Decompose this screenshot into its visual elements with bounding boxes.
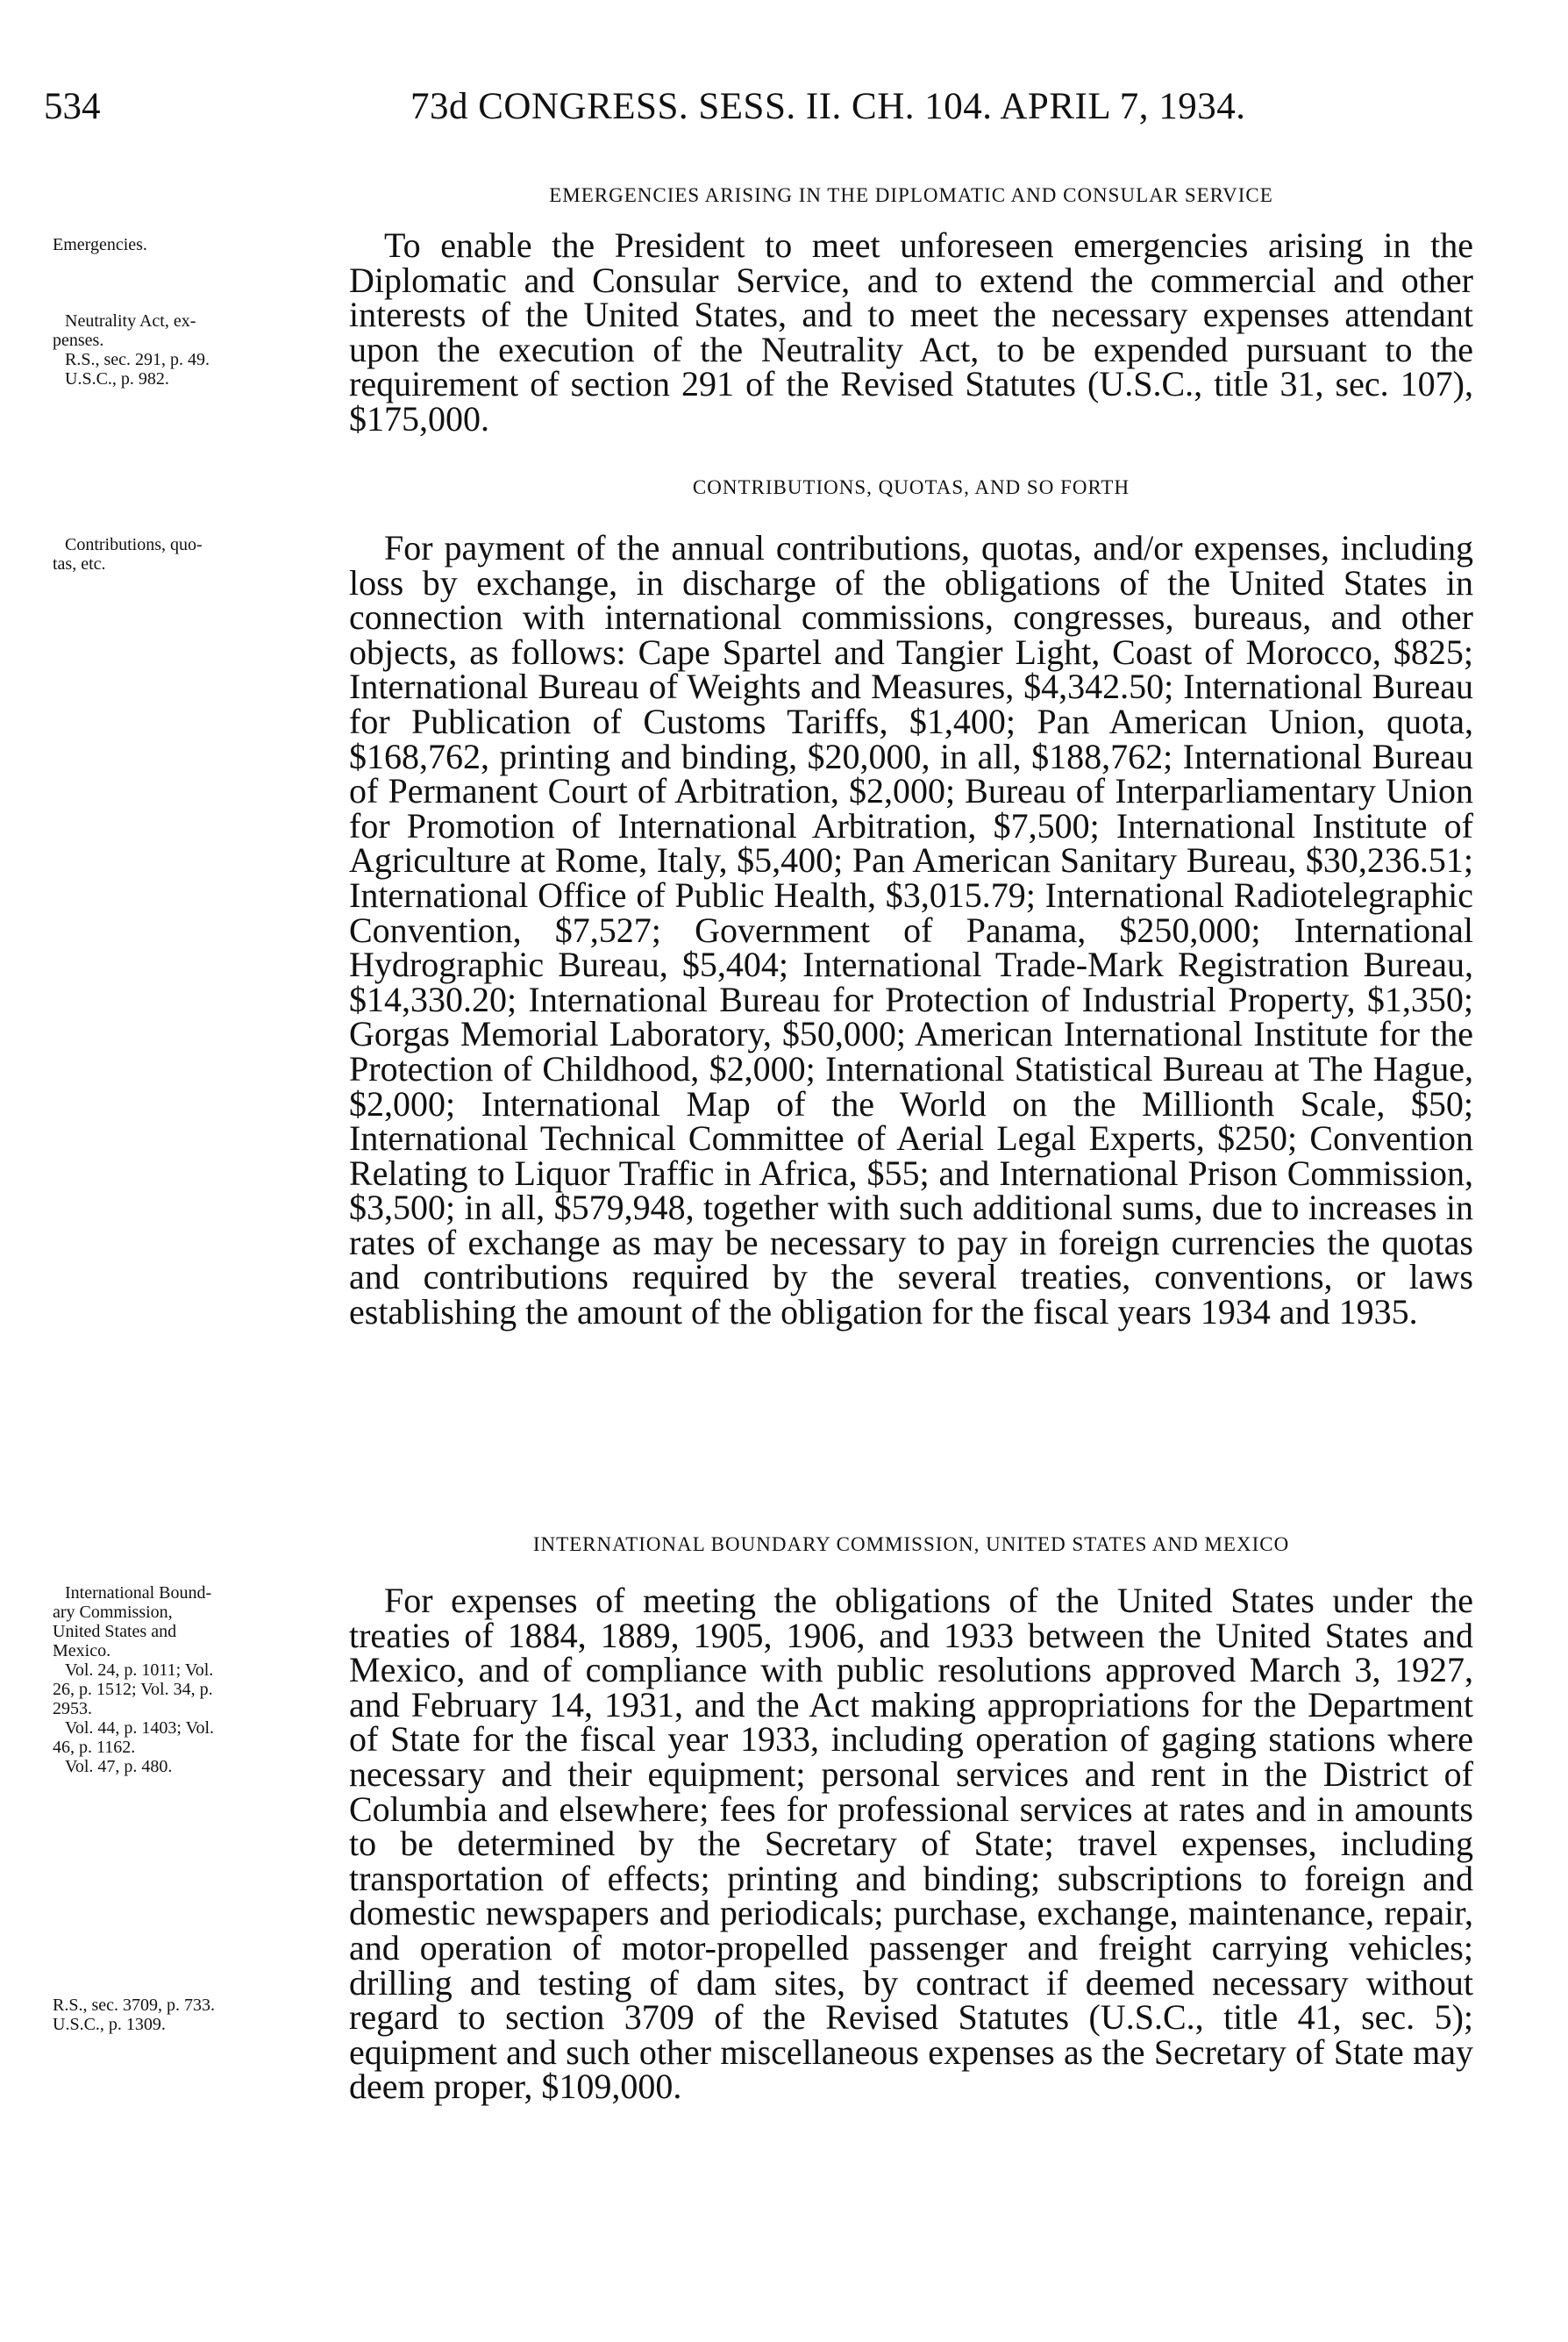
margin-note-line: ary Commission, xyxy=(53,1603,173,1622)
page-number: 534 xyxy=(44,86,101,127)
margin-note-line: United States and xyxy=(53,1622,177,1641)
running-head: 73d CONGRESS. SESS. II. CH. 104. APRIL 7, 1934. xyxy=(410,86,1246,127)
margin-note-boundary xyxy=(53,1583,342,1776)
margin-note-revised-statutes xyxy=(53,1996,342,2034)
section-heading-contributions: CONTRIBUTIONS, QUOTAS, AND SO FORTH xyxy=(692,476,1130,498)
margin-note-line: 46, p. 1162. xyxy=(53,1738,136,1757)
margin-note-line: Vol. 47, p. 480. xyxy=(65,1757,173,1776)
margin-note-line: 26, p. 1512; Vol. 34, p. xyxy=(53,1680,213,1699)
margin-note-line: Neutrality Act, ex- xyxy=(65,311,196,331)
section-text-contributions: For payment of the annual contributions, quotas, and/or expenses, including loss by exchange, in discharge of the obligations of the United States in connection with international commissions, congresses, bureaus, and other objects, as follows: Cape Spartel and Tangier Light, Coast of Morocco, $825; International Bureau of Weights and Measures, $4,342.50; International Bureau for Publication of Customs Tariffs, $1,400; Pan American Union, quota, $168,762, printing and binding, $20,000, in all, $188,762; International Bureau of Permanent Court of Arbitration, $2,000; Bureau of Interparliamentary Union for Promotion of International Arbitration, $7,500; International Institute of Agriculture at Rome, Italy, $5,400; Pan American Sanitary Bureau, $30,236.51; International Office of Public Health, $3,015.79; International Radiotelegraphic Convention, $7,527; Government of Panama, $250,000; International Hydrographic Bureau, $5,404; International Trade-Mark Registration Bureau, $14,330.20; International Bureau for Protection of Industrial Property, $1,350; Gorgas Memorial Laboratory, $50,000; American International Institute for the Protection of Childhood, $2,000; International Statistical Bureau at The Hague, $2,000; International Map of the World on the Millionth Scale, $50; International Technical Committee of Aerial Legal Experts, $250; Convention Relating to Liquor Traffic in Africa, $55; and International Prison Commission, $3,500; in all, $579,948, together with such additional sums, due to increases in rates of exchange as may be necessary to pay in foreign currencies the quotas and contributions required by the several treaties, conventions, or laws establishing the amount of the obligation for the fiscal years 1934 and 1935. xyxy=(349,528,1473,1332)
margin-note-line: U.S.C., p. 982. xyxy=(65,369,169,389)
margin-note-contributions xyxy=(53,535,342,574)
margin-note-line: Contributions, quo- xyxy=(65,535,203,554)
margin-note-line: R.S., sec. 291, p. 49. xyxy=(65,350,210,369)
margin-note-line: penses. xyxy=(53,331,104,350)
margin-note-line: tas, etc. xyxy=(53,554,106,574)
margin-note-line: 2953. xyxy=(53,1699,92,1718)
margin-note-line: Mexico. xyxy=(53,1641,111,1660)
margin-note-line: International Bound- xyxy=(65,1583,212,1603)
margin-note-line: Vol. 44, p. 1403; Vol. xyxy=(65,1718,215,1738)
margin-note-neutrality xyxy=(53,311,342,389)
section-heading-boundary: INTERNATIONAL BOUNDARY COMMISSION, UNITED STATES AND MEXICO xyxy=(532,1533,1290,1555)
margin-note-line: R.S., sec. 3709, p. 733. xyxy=(53,1996,215,2015)
margin-note-line: Vol. 24, p. 1011; Vol. xyxy=(65,1660,214,1680)
section-heading-emergencies: EMERGENCIES ARISING IN THE DIPLOMATIC AND CONSULAR SERVICE xyxy=(549,184,1273,206)
section-text-boundary: For expenses of meeting the obligations of the United States under the treaties of 1884, 1889, 1905, 1906, and 1933 between the United States and Mexico, and of compliance with public resolutions approved March 3, 1927, and February 14, 1931, and the Act making appropriations for the Department of State for the fiscal year 1933, including operation of gaging stations where necessary and their equipment; personal services and rent in the District of Columbia and elsewhere; fees for professional services at rates and in amounts to be determined by the Secretary of State; travel expenses, including transportation of effects; printing and binding; subscriptions to foreign and domestic newspapers and periodicals; purchase, exchange, maintenance, repair, and operation of motor-propelled passenger and freight carrying vehicles; drilling and testing of dam sites, by contract if deemed necessary without regard to section 3709 of the Revised Statutes (U.S.C., title 41, sec. 5); equipment and such other miscellaneous expenses as the Secretary of State may deem proper, $109,000. xyxy=(349,1581,1473,2107)
margin-note-line: U.S.C., p. 1309. xyxy=(53,2015,166,2034)
section-text-emergencies: To enable the President to meet unforeseen emergencies arising in the Diplomatic and Consular Service, and to extend the commercial and other interests of the United States, and to meet the necessary expenses attendant upon the execution of the Neutrality Act, to be expended pursuant to the requirement of section 291 of the Revised Statutes (U.S.C., title 31, sec. 107), $175,000. xyxy=(349,225,1473,439)
margin-note-emergencies xyxy=(53,235,342,254)
margin-note-line: Emergencies. xyxy=(53,235,147,254)
